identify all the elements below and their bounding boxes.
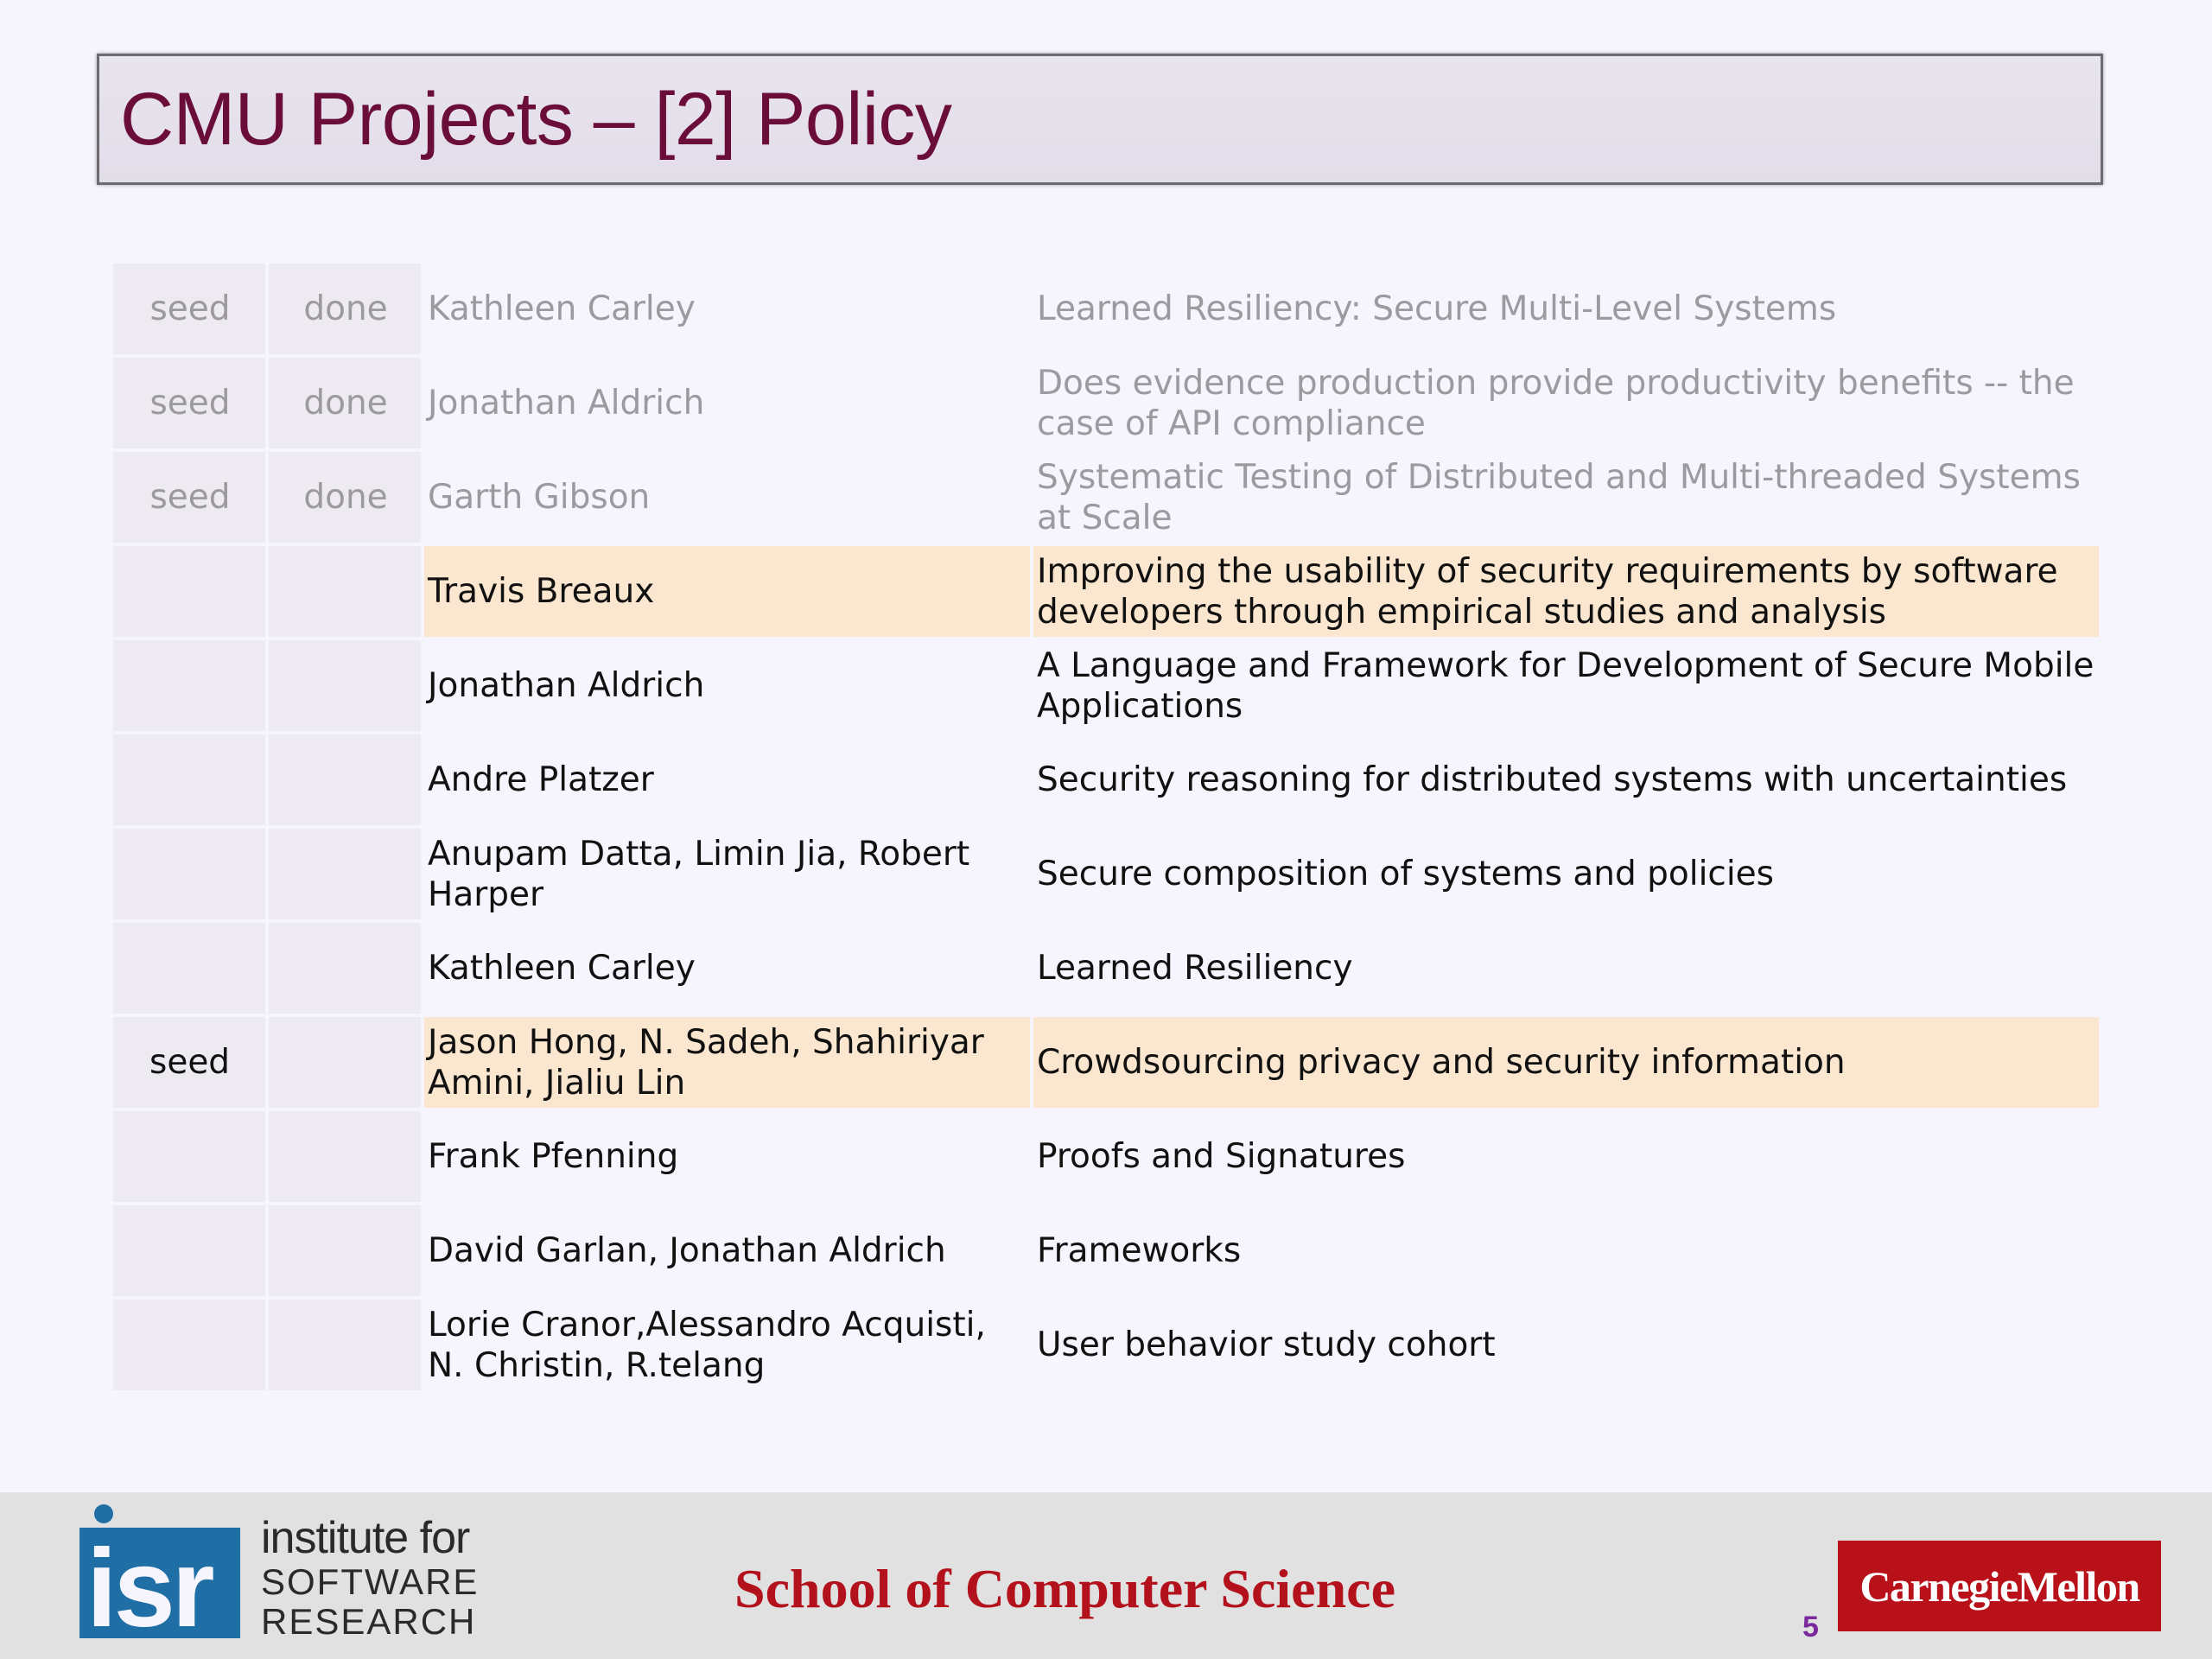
isr-logo-dot [94,1504,113,1523]
cell-project: Proofs and Signatures [1033,1111,2099,1202]
cell-project: Systematic Testing of Distributed and Multi-threaded Systems at Scale [1033,452,2099,543]
cell-seed [113,1300,265,1390]
cell-seed [113,1205,265,1296]
cell-seed: seed [113,452,265,543]
school-name: School of Computer Science [734,1558,1395,1619]
cell-status: done [269,264,421,354]
projects-table [110,260,2102,1394]
table-row [113,264,2099,354]
cell-project: Learned Resiliency [1033,923,2099,1014]
cell-researchers: Lorie Cranor,Alessandro Acquisti, N. Christin, R.telang [424,1300,1030,1390]
cell-status: done [269,358,421,448]
cell-project: User behavior study cohort [1033,1300,2099,1390]
cell-seed [113,1111,265,1202]
isr-line3: RESEARCH [261,1601,477,1642]
cell-project: Security reasoning for distributed systems with uncertainties [1033,734,2099,825]
cell-project: Crowdsourcing privacy and security information [1033,1017,2099,1108]
table-row [113,734,2099,825]
table-row [113,358,2099,448]
isr-logo-mark: isr [86,1527,212,1642]
cell-researchers: Kathleen Carley [424,923,1030,1014]
cell-seed: seed [113,264,265,354]
cell-status [269,1300,421,1390]
cell-researchers: Garth Gibson [424,452,1030,543]
cell-project: Does evidence production provide productivity benefits -- the case of API compliance [1033,358,2099,448]
cell-seed: seed [113,358,265,448]
table-row [113,1300,2099,1390]
isr-line1: institute for [261,1513,470,1563]
cell-researchers: David Garlan, Jonathan Aldrich [424,1205,1030,1296]
cell-researchers: Jonathan Aldrich [424,640,1030,731]
cell-project: Frameworks [1033,1205,2099,1296]
slide-title: CMU Projects – [2] Policy [120,77,952,161]
cell-researchers: Travis Breaux [424,546,1030,637]
cell-seed [113,640,265,731]
cell-status [269,546,421,637]
table-row [113,546,2099,637]
table-row [113,923,2099,1014]
cell-researchers: Andre Platzer [424,734,1030,825]
cell-researchers: Jonathan Aldrich [424,358,1030,448]
cell-project: A Language and Framework for Development of Secure Mobile Applications [1033,640,2099,731]
cell-status [269,734,421,825]
table-row [113,1017,2099,1108]
cell-status [269,829,421,919]
cell-seed [113,829,265,919]
cell-researchers: Jason Hong, N. Sadeh, Shahiriyar Amini, Jialiu Lin [424,1017,1030,1108]
cell-seed [113,546,265,637]
cell-status [269,1111,421,1202]
table-row [113,1205,2099,1296]
cell-project: Learned Resiliency: Secure Multi-Level Systems [1033,264,2099,354]
cell-project: Secure composition of systems and policies [1033,829,2099,919]
isr-line2: SOFTWARE [261,1561,480,1602]
slide-title-bar [97,54,2103,185]
cell-status [269,640,421,731]
cell-researchers: Frank Pfenning [424,1111,1030,1202]
page-number: 5 [1802,1611,1819,1643]
cell-status [269,1205,421,1296]
cell-researchers: Kathleen Carley [424,264,1030,354]
cell-seed [113,734,265,825]
table-row [113,829,2099,919]
cell-status: done [269,452,421,543]
table-row [113,452,2099,543]
cell-project: Improving the usability of security requirements by software developers through empirical studies and analysis [1033,546,2099,637]
cell-status [269,1017,421,1108]
cell-seed [113,923,265,1014]
table-row [113,1111,2099,1202]
cell-researchers: Anupam Datta, Limin Jia, Robert Harper [424,829,1030,919]
cell-status [269,923,421,1014]
table-row [113,640,2099,731]
cell-seed: seed [113,1017,265,1108]
isr-wordmark [261,1514,479,1642]
cmu-logo: CarnegieMellon [1838,1541,2161,1631]
